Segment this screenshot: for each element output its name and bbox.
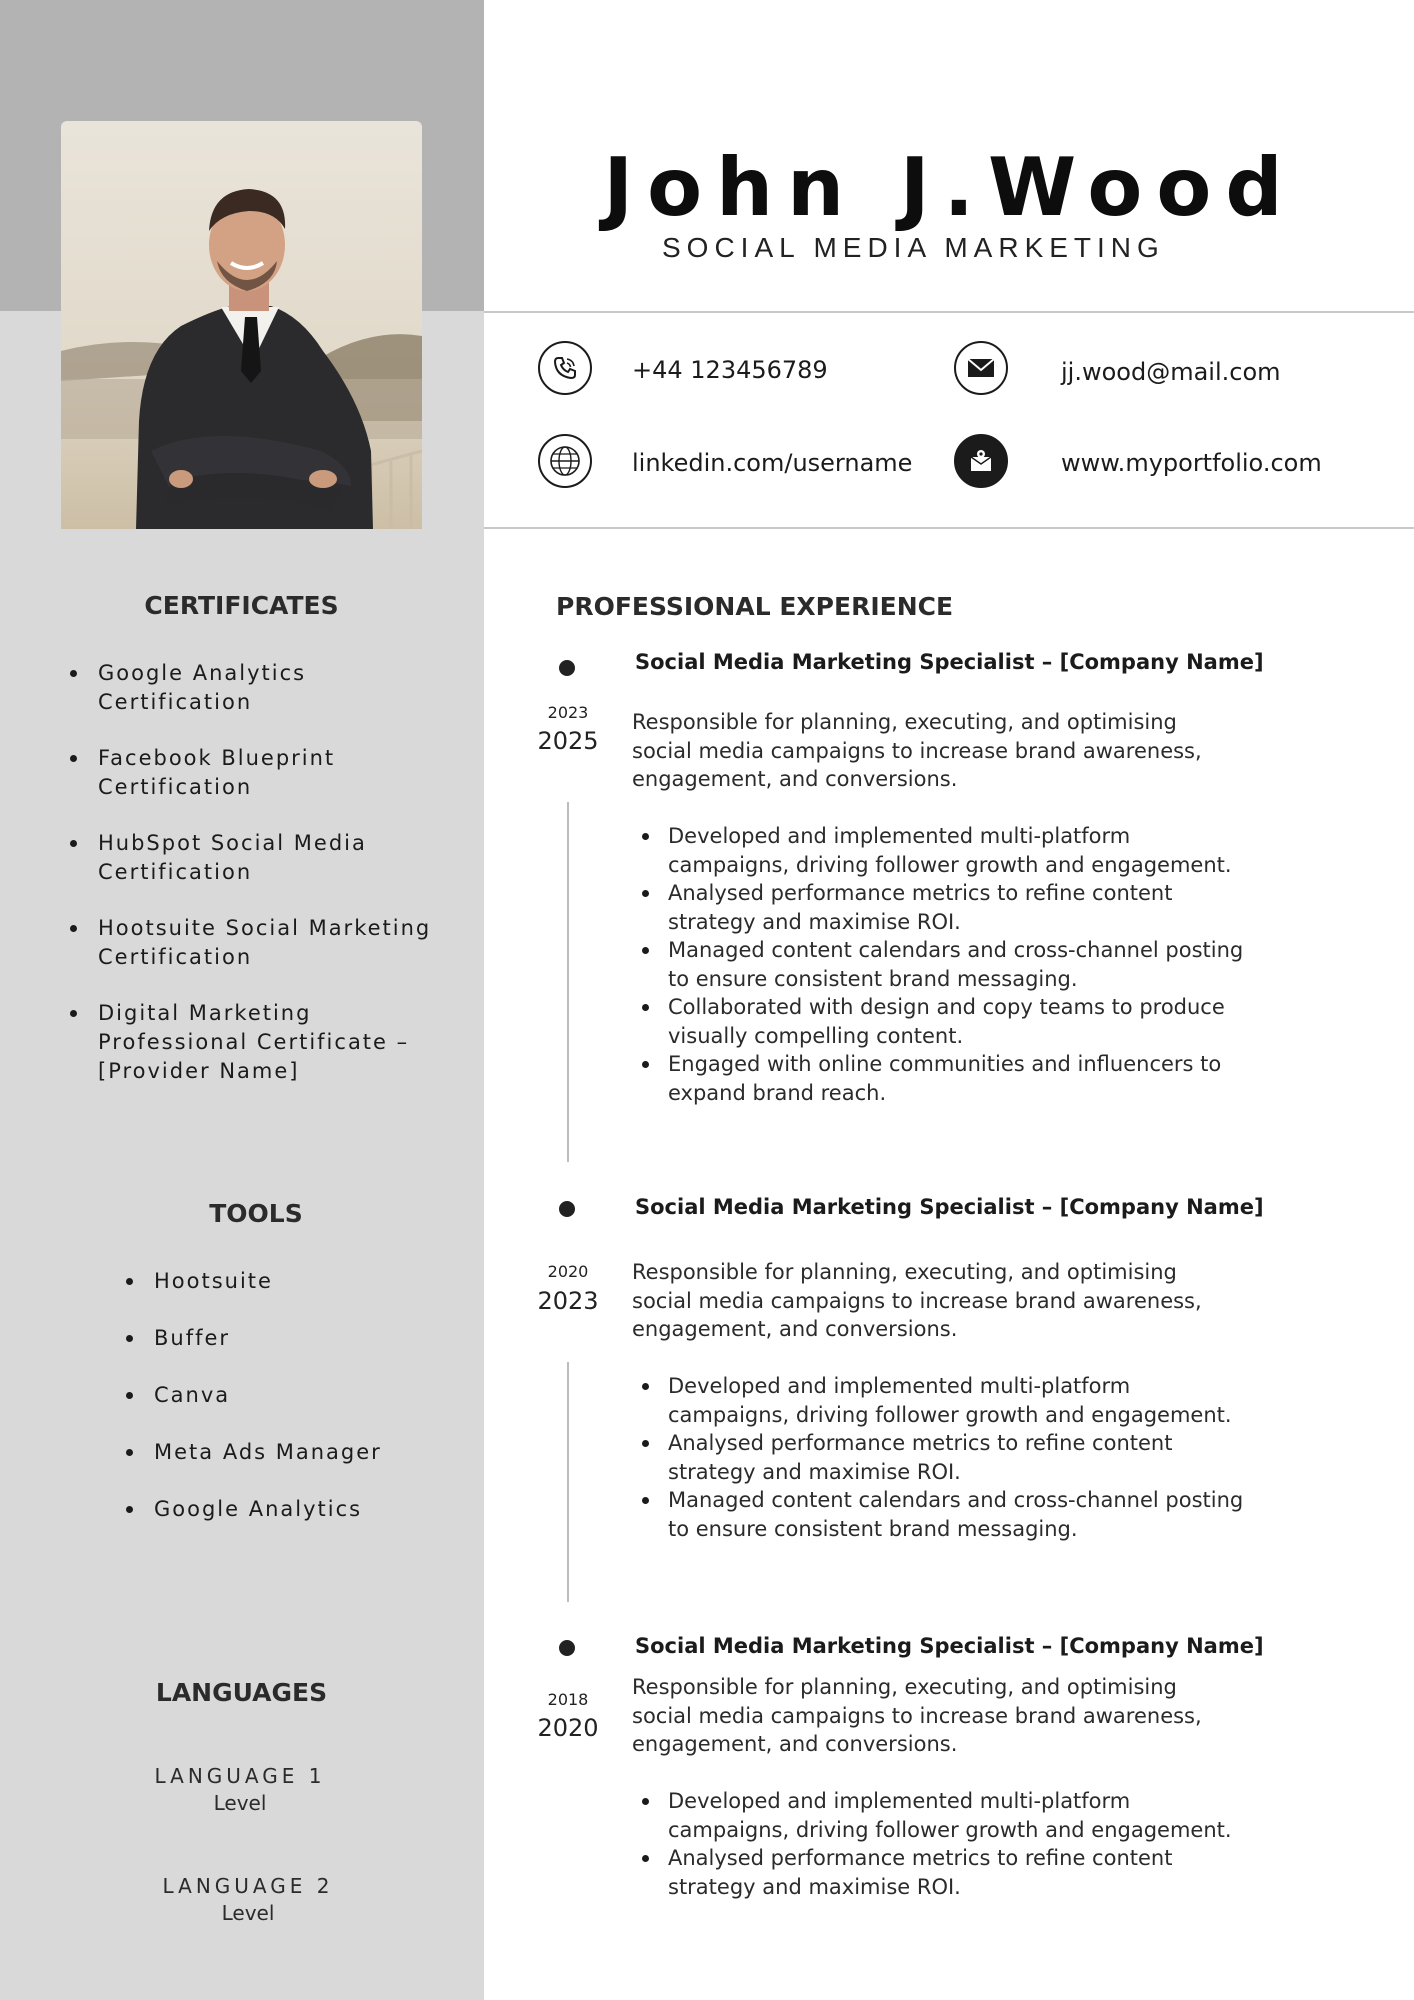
timeline-line	[567, 802, 569, 1162]
divider-top	[484, 311, 1414, 313]
job-bullets	[668, 822, 1248, 1107]
job-bullets	[668, 1372, 1248, 1543]
list-item: Developed and implemented multi-platform campaigns, driving follower growth and engagement.	[668, 822, 1248, 879]
tools-heading: TOOLS	[209, 1199, 303, 1228]
list-item: Digital Marketing Professional Certificate – [Provider Name]	[98, 999, 448, 1086]
tools-list	[154, 1267, 454, 1552]
timeline-line	[567, 1362, 569, 1602]
list-item: Hootsuite Social Marketing Certification	[98, 914, 448, 972]
job-start-year: 2020	[547, 1262, 589, 1281]
list-item: Hootsuite	[154, 1267, 454, 1296]
timeline-dot	[559, 1640, 575, 1656]
languages-heading: LANGUAGES	[155, 1678, 328, 1707]
list-item: HubSpot Social Media Certification	[98, 829, 448, 887]
sidebar	[0, 311, 484, 2000]
job-end-year: 2020	[537, 1714, 599, 1742]
list-item: Meta Ads Manager	[154, 1438, 454, 1467]
job-description: Responsible for planning, executing, and optimising social media campaigns to increase brand awareness, engagement, and conversions.	[632, 710, 1202, 791]
language-1-name: LANGUAGE 1	[154, 1764, 326, 1788]
language-1-level: Level	[213, 1791, 267, 1815]
job-headline: SOCIAL MEDIA MARKETING	[662, 232, 1165, 263]
portfolio-icon	[954, 434, 1008, 488]
portfolio-url[interactable]: www.myportfolio.com	[1061, 449, 1322, 477]
experience-heading: PROFESSIONAL EXPERIENCE	[556, 592, 954, 621]
job-bullets	[668, 1787, 1248, 1901]
job-title: Social Media Marketing Specialist – [Company Name]	[635, 1634, 1264, 1658]
timeline-dot	[559, 660, 575, 676]
list-item: Analysed performance metrics to refine content strategy and maximise ROI.	[668, 1844, 1248, 1901]
job-start-year: 2018	[547, 1690, 589, 1709]
divider-bottom	[484, 527, 1414, 529]
list-item: Canva	[154, 1381, 454, 1410]
job-title: Social Media Marketing Specialist – [Company Name]	[635, 1195, 1264, 1219]
job-start-year: 2023	[547, 703, 589, 722]
language-2-name: LANGUAGE 2	[162, 1874, 334, 1898]
list-item: Developed and implemented multi-platform campaigns, driving follower growth and engagement.	[668, 1372, 1248, 1429]
globe-icon	[538, 434, 592, 488]
phone-icon	[538, 341, 592, 395]
certificates-heading: CERTIFICATES	[144, 591, 339, 620]
job-end-year: 2025	[537, 727, 599, 755]
job-title: Social Media Marketing Specialist – [Company Name]	[635, 650, 1264, 674]
job-end-year: 2023	[537, 1287, 599, 1315]
certificates-list	[98, 659, 448, 1113]
email-address[interactable]: jj.wood@mail.com	[1061, 358, 1281, 386]
list-item: Managed content calendars and cross-channel posting to ensure consistent brand messaging.	[668, 1486, 1248, 1543]
list-item: Managed content calendars and cross-channel posting to ensure consistent brand messaging.	[668, 936, 1248, 993]
language-2-level: Level	[221, 1901, 275, 1925]
timeline-dot	[559, 1201, 575, 1217]
mail-icon	[954, 341, 1008, 395]
list-item: Analysed performance metrics to refine content strategy and maximise ROI.	[668, 879, 1248, 936]
list-item: Google Analytics Certification	[98, 659, 448, 717]
linkedin-url[interactable]: linkedin.com/username	[632, 449, 913, 477]
list-item: Google Analytics	[154, 1495, 454, 1524]
candidate-name: John J.Wood	[603, 141, 1297, 234]
profile-photo	[61, 121, 422, 529]
list-item: Analysed performance metrics to refine content strategy and maximise ROI.	[668, 1429, 1248, 1486]
phone-number[interactable]: +44 123456789	[632, 356, 828, 384]
list-item: Buffer	[154, 1324, 454, 1353]
job-description: Responsible for planning, executing, and optimising social media campaigns to increase brand awareness, engagement, and conversions.	[632, 1260, 1202, 1341]
list-item: Developed and implemented multi-platform campaigns, driving follower growth and engagement.	[668, 1787, 1248, 1844]
list-item: Collaborated with design and copy teams to produce visually compelling content.	[668, 993, 1248, 1050]
list-item: Facebook Blueprint Certification	[98, 744, 448, 802]
job-description: Responsible for planning, executing, and optimising social media campaigns to increase brand awareness, engagement, and conversions.	[632, 1675, 1202, 1756]
list-item: Engaged with online communities and influencers to expand brand reach.	[668, 1050, 1248, 1107]
